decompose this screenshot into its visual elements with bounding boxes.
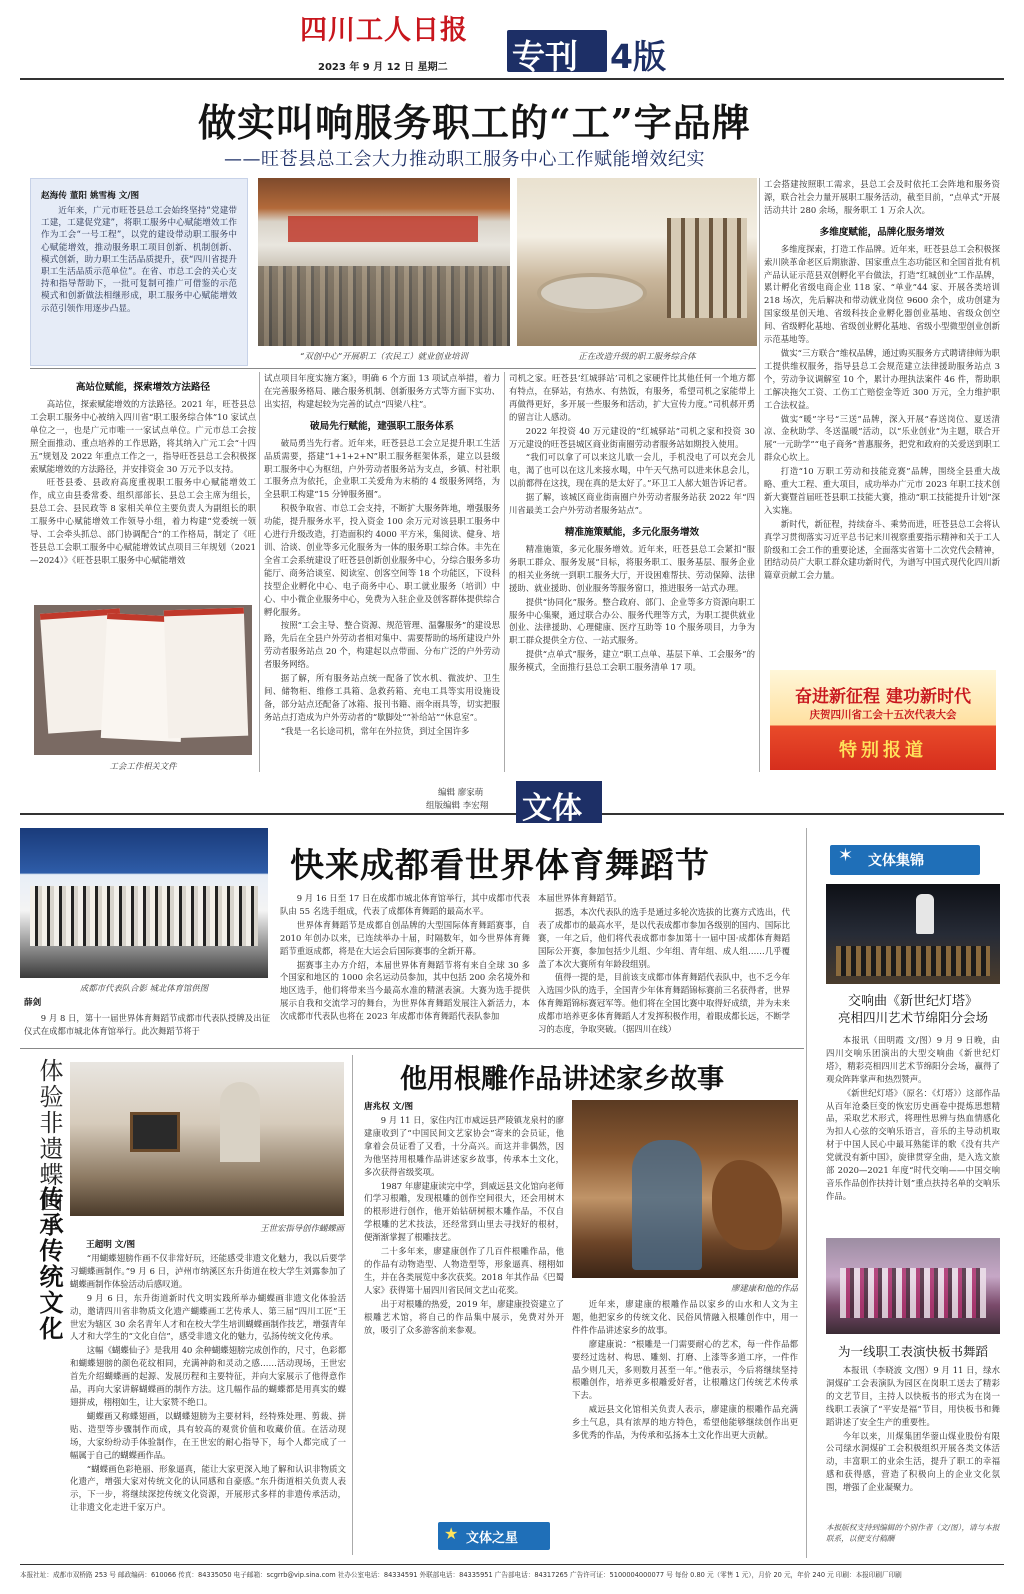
paragraph: 近年来，廖建康的根雕作品以家乡的山水和人文为主题，他把家乡的传统文化、民俗风情融入根雕创作中，用一件件作品讲述家乡的故事。 [572,1299,798,1335]
paragraph: 本报讯（李晓波 文/图）9 月 11 日，绿水洞煤矿工会表演队为园区在岗职工送去了精彩的文艺节目，主持人以快板书的形式为在岗一线职工表演了“平安是福”节目，用快板书和舞蹈讲述了安全生产的重要性。 [826,1365,1000,1427]
article-column [538,892,790,1042]
copyright-note: 本报版权支持到编辑的个别作者（文/图），请与本报联系，以便支付稿酬 [826,1523,1000,1543]
paragraph: 提供“点单式”服务，建立“职工点单、基层下单、工会服务”的服务模式，全面推行县总工会职工服务清单 17 项。 [509,649,755,673]
article-column [280,892,530,1042]
newspaper-logo: 四川工人日报 [300,15,468,46]
author-byline: 薛剑 [24,998,42,1008]
culture-section-label: 文体 [522,791,582,826]
photo-caption: 廖建康和他的作品 [731,1283,798,1293]
paragraph: 出于对根雕的热爱，2019 年，廖建康投资建立了根雕艺术馆，将自己的作品集中展示，免费对外开放，吸引了众多游客前来参观。 [364,1298,564,1335]
footer-rule [20,1564,1004,1565]
butterfly-painting-photo [70,1062,344,1216]
headline-line-2: 传承传统文化 [35,1186,63,1342]
paragraph: 9 月 11 日，家住内江市威远县严陵镇龙泉村的廖建康收到了“中国民间文艺家协会”寄来的会员证，他拿着会员证看了又看，十分高兴。而这并非偶然，因为他坚持用根雕作品讲述家乡故事，传承本土文化，多次获得省级奖项。 [364,1115,564,1177]
paragraph: 这幅《蝴蝶仙子》是我用 40 余种蝴蝶翅膀完成创作的，尺寸，色彩都和蝴蝶翅膀的颜色花纹相同，充满神韵和灵动之感……活动现场，王世宏首先介绍蝴蝶画的起源、发展历程和主要特征，并向大家展示了他得意作品，再向大家讲解蝴蝶画的制作方法。这几幅作品的蝴蝶都是用真实的蝶翅拼成，栩栩如生，让大家赞不绝口。 [70,1345,346,1407]
footer-info: 本报社址：成都市双桥路 253 号 邮政编码：610066 传真：84335050 电子邮箱：scgrrb@vip.sina.com 社办公室电话：84334591 外联部电话：84335951 广告部电话：84317265 广告许可证：5100004000077 号 每份 0.80 元（零售 1 元），月价 20 元，年价 240 元 印刷：本报印刷厂印刷 [20,1571,902,1579]
service-center-photo [517,178,757,346]
section-rule [20,813,1004,815]
article-headline: 为一线职工表演快板书舞蹈 [837,1344,988,1359]
author-byline: 唐兆权 文/图 [364,1102,414,1112]
paragraph: 高站位，探索赋能增效的方法路径。2021 年，旺苍县总工会职工服务中心被纳入四川省“职工服务综合体”10 家试点单位之一，也是广元市唯一一家试点单位。广元市总工会按照全面推动、重点培养的工作思路，将其纳入广元工会“十四五”规划及 2022 年重点工作之一，指导旺苍县总工会积极探索赋能增效的方法路径，并安排资金 30 万元予以支持。 [30,399,256,474]
paragraph: 做实“暖”字号“三送”品牌，深入开展“春送岗位、夏送清凉、金秋助学、冬送温暖”活动，以“乐业创业”为主题，联合开展“一元助学”“电子商务”普惠服务，把党和政府的关爱送到职工群众心坎上。 [764,413,1000,463]
masthead [0,0,1024,80]
root-carving-photo [572,1100,798,1278]
paragraph: 蝴蝶画又称蝶翅画，以蝴蝶翅膀为主要材料，经特殊处理、剪裁、拼贴、造型等步骤制作而成，具有较高的观赏价值和收藏价值。在活动现场，大家纷纷动手体验制作，在王世宏的耐心指导下，每个人都完成了一幅属于自己的蝴蝶画作品。 [70,1410,346,1460]
paragraph: 打造“10 万职工劳动和技能竞赛”品牌，围绕全县重大战略、重大工程、重大项目，成功举办广元市 2023 年职工技术创新大赛暨首届旺苍县职工技能大赛，推动“职工技能提升计划”深入实施。 [764,466,1000,515]
paragraph: 《新世纪灯塔》（原名：《灯塔》）这部作品从百年沧桑巨变的恢宏历史画卷中提炼思想精品，采取艺术形式，将理性思辨与热血情感化为扣人心弦的交响乐语言，音乐的主导动机取材于中国人民心中最耳熟能详的歌《没有共产党就没有新中国》，旋律贯穿全曲，是入选文旅部 2020—2021 年度“时代交响——中国交响音乐作品创作扶持计划”重点扶持名单的交响乐作品。 [826,1087,1000,1201]
paragraph: 2022 年投资 40 万元建设的“红城驿站”司机之家和投资 30 万元建设的旺苍县城区商业街南圈劳动者服务站如期投入使用。 [509,425,755,449]
article-headline: 他用根雕作品讲述家乡故事 [400,1064,724,1095]
paragraph: 旺苍县委、县政府高度重视职工服务中心赋能增效工作，成立由县委常委、组织部部长、县总工会主席为组长，县总工会、县民政等 8 家相关单位主要负责人为副组长的职工服务中心赋能增效工作领导小组，着力构建“党委统一领导、工会牵头抓总、部门协调配合”的工作格局，制定了《旺苍县总工会职工服务中心赋能增效试点项目三年规划（2021—2024）》《旺苍县职工服务中心赋能增效 [30,477,256,565]
paragraph: 世界体育舞蹈节是成都自创品牌的大型国际体育舞蹈赛事，自 2010 年创办以来，已连续举办十届，时隔数年，如今世界体育舞蹈节重返成都，将是在大运会后国际赛事的全新开幕。 [280,919,530,956]
paragraph: 司机之家。旺苍县‘红城驿站’司机之家硬件比其他任何一个地方都有特点，在驿站，有热水、有热饭，有服务，希望司机之家能带上再做得更好，多开展一些服务和活动，扩大宣传力度。”司机郝开勇的留言让人感动。 [509,373,755,422]
paragraph: 今年以来，川煤集团华蓥山煤业股份有限公司绿水洞煤矿工会积极组织开展各类文体活动，丰富职工的业余生活，提升了职工的幸福感和获得感，营造了积极向上的企业文化氛围，增强了企业凝聚力。 [826,1430,1000,1493]
paragraph: “我是一名长途司机，常年在外拉货，到过全国许多 [280,725,470,736]
article-headline: 快来成都看世界体育舞蹈节 [290,846,710,886]
column-divider [806,828,807,1558]
banner-label: 特别报道 [839,740,927,761]
paragraph: 积极争取省、市总工会支持，不断扩大服务阵地，增强服务功能，提升服务水平，投入资金 100 余万元对该县职工服务中心进行升级改造，打造面积约 4000 平方米，集阅读、健身、培训、洽谈、创业等多元化服务为一体的服务职工综合体。丰先在全省工会系统建设了旺苍县创新创业服务中心，分综合服务多功能厅、商务洽谈室、阅读室、创客空间等 18 个功能区，下设科技型企业孵化中心、电子商务中心、职工就业服务（培训）中心、中小微企业服务中心，免费为入驻企业及创客群体提供综合孵化服务。 [264,503,500,617]
paragraph: 据了解，该城区商业街南圈户外劳动者服务站获 2022 年“四川省最美工会户外劳动者服务站点”。 [509,492,755,516]
banner-subline: 庆贺四川省工会十五次代表大会 [809,709,957,721]
column-divider [259,372,260,772]
issue-date: 2023 年 9 月 12 日 星期二 [318,62,448,73]
article-headline: 交响曲《新世纪灯塔》 [847,994,978,1009]
article-column [826,1034,1000,1226]
star-icon: ★ [444,1524,459,1543]
section-heading: 高站位赋能，探索增效方法路径 [75,382,211,393]
paragraph: “用蝴蝶翅膀作画不仅非常好玩，还能感受非遗文化魅力，我以后要学习蝴蝶画制作。”9 月 6 日，泸州市纳溪区东升街道在校大学生刘露参加了蝴蝶画制作体验活动后感叹道。 [70,1253,346,1289]
column-divider [759,178,760,772]
paragraph: 多维度探索，打造工作品牌。近年来，旺苍县总工会积极探索川陕革命老区后期旅游、国家重点生态功能区和全国首批有机产品认证示范县双创孵化平台做法，打造“红城创业”工作品牌，累计孵化省级电商企业 118 家、“单业”44 家、开展各类培训 218 场次，先后解决和带动就业岗位 9600 余个，成功创建为国家级星创天地、省级科技企业孵化器创业基地、省级众创空间、省级孵化基地、省级创业孵化基地、省级小型微型创业创新示范基地等。 [764,243,1000,345]
article-column [826,1364,1000,1514]
culture-collection-label: 文体集锦 [868,853,924,869]
editor-credit: 编辑 廖家萌 [438,788,484,798]
article-column [264,372,500,772]
paragraph: “我们可以拿了可以来这儿歇一会儿，手机没电了可以充会儿电，渴了也可以在这儿来接水喝，中午天气热可以进来休息会儿，以前都得在这找，现在真的是太好了。”环卫工人郝大姐告诉记者。 [509,452,755,489]
divider [30,368,756,369]
article-column [572,1298,798,1538]
paragraph: 值得一提的是，目前该支成都市体育舞蹈代表队中，也不乏今年入选国少队的选手，全国青少年体育舞蹈锦标赛前三名获得者，世界体育舞蹈锦标赛冠军等。他们将在全国比赛中取得好成绩，并为未来成都市培养更多体育舞蹈人才发挥积极作用，着眼成都长远，不断学习的态度，争取突破。（据四川在线） [538,972,790,1035]
editor-credit: 组版编辑 李宏翔 [426,801,489,811]
paragraph: 试点项目年度实施方案》，明确 6 个方面 13 项试点举措，着力在完善服务格局、融合服务机制、创新服务方式等方面下实功、出实招，构建起较为完善的试点“四梁八柱”。 [264,373,500,409]
paragraph: 本届世界体育舞蹈节。 [538,893,622,903]
paragraph: 精准施策，多元化服务增效。近年来，旺苍县总工会紧扣“服务职工群众、服务发展”目标，将服务职工、服务基层、服务企业的相关业务统一到职工服务大厅，开设困难帮扶、劳动保障、法律援助、就业援助、创业服务等服务窗口，推进服务一站式办理。 [509,543,755,593]
author-byline: 王超明 文/图 [86,1240,136,1250]
headline-line-1: 体验非遗蝶画 [35,1058,63,1214]
article-column [70,1252,346,1558]
page-subtitle: ——旺苍县总工会大力推动职工服务中心工作赋能增效纪实 [224,149,705,170]
section-label: 专刊 [512,37,578,76]
page-title: 做实叫响服务职工的“工”字品牌 [198,100,751,145]
paragraph: 做实“三方联合”维权品牌，通过购买服务方式聘请律师为职工提供维权服务，指导县总工会规范建立法律援助服务站点 3 个，劳动争议调解室 10 个，累计办理执法案件 46 件，帮助职工解决拖欠工资、工伤工亡赔偿金等近 300 万元，全力维护职工合法权益。 [764,347,1000,410]
section-heading: 多维度赋能，品牌化服务增效 [819,226,945,238]
paragraph: 工会搭建按照职工需求，县总工会及时依托工会阵地和服务资源，联合社会力量开展职工服务活动，截至目前，“点单式”开展活动共计 280 余场，服务职工 1 万余人次。 [764,179,1000,215]
masthead-rule [20,78,1004,80]
paragraph: 廖建康说：“根雕是一门需要耐心的艺术，每一件作品都要经过选材、构思、雕刻、打磨、上漆等多道工序，一件作品少则几天，多则数月甚至一年。”他表示，今后将继续坚持根雕创作，培养更多根雕爱好者，让根雕这门传统艺术传承下去。 [572,1338,798,1401]
culture-star-label: 文体之星 [466,1531,519,1546]
paragraph: 1987 年廖建康读完中学，到威远县文化馆向老师们学习根雕，发现根雕的创作空间很大，还会用树木的根形进行创作，他开始钻研树根木雕作品，不仅自学根雕的艺术技法，还经常到山里去寻找好的根材，便渐渐掌握了根雕技艺。 [364,1180,564,1243]
photo-caption: 成都市代表队合影 城北体育馆供图 [79,983,209,993]
column-divider [504,372,505,772]
training-photo [258,178,510,346]
orchestra-photo [826,884,1000,984]
paragraph: 提供“协同化”服务。整合政府、部门、企业等多方资源向职工服务中心集聚，通过联合办公、服务代理等方式，为职工提供就业创业、法律援助、心理健康、医疗互助等 10 个服务项目，力争为职工群众提供全方位、一站式服务。 [509,596,755,646]
paragraph: 9 月 6 日，东升街道新时代文明实践所举办蝴蝶画非遗文化体验活动，邀请四川省非物质文化遗产蝴蝶画工艺传承人、第三届“四川工匠”王世宏为辖区 30 余名青年人才和在校大学生培训蝴蝶画制作技艺，增强青年人才和大学生的“文化自信”，感受非遗文化的魅力，弘扬传统文化传承。 [70,1292,346,1342]
paragraph: “蝴蝶画色彩艳丽、形象逼真，能让大家更深入地了解和认识非物质文化遗产，增强大家对传统文化的认同感和自豪感。”东升街道相关负责人表示，下一步，将继续深挖传统文化资源，开展形式多样的非遗传承活动，让非遗文化走进千家万户。 [70,1463,346,1513]
performance-photo [826,1238,1000,1334]
article-column [364,1114,564,1512]
article-subheadline: 亮相四川艺术节绵阳分会场 [837,1010,988,1025]
banner-headline: 奋进新征程 建功新时代 [795,687,971,707]
photo-caption: 工会工作相关文件 [109,761,177,771]
author-byline: 赵海传 董阳 姚雪梅 文/图 [41,191,140,201]
special-report-banner [770,670,996,770]
vertical-headline [26,1186,66,1366]
column-divider [352,1055,353,1555]
paragraph: 9 月 8 日，第十一届世界体育舞蹈节成都市代表队授牌及出征仪式在成都市城北体育馆举行。此次舞蹈节将于 [24,1013,270,1036]
article-column [509,372,755,772]
documents-photo [34,605,252,755]
photo-caption: 正在改造升级的职工服务综合体 [578,351,696,361]
dancer-icon: ✶ [838,845,854,866]
article-column [764,178,1000,666]
paragraph: 据赛事主办方介绍，本届世界体育舞蹈节将有来自全球 30 多个国家和地区的 1000 余名运动员参加，其中包括 200 余名境外和地区选手，他们将带来当今最高水准的精湛表演。大赛为选手提供展示自我和交流学习的舞台，为世界体育舞蹈发展注入新活力，本次成都市代表队也将在 2023 年成都市体育舞蹈代表队参加 [280,959,530,1022]
section-heading: 破局先行赋能，建强职工服务体系 [310,420,454,432]
paragraph: 破局勇当先行者。近年来，旺苍县总工会立足提升职工生活品质需要，搭建“1+1+2+N”职工服务框架体系，建立以县级职工服务中心为枢纽，户外劳动者服务站为支点，乡镇、村社职工服务点为依托，企业职工关爱角为末梢的 4 级服务网络，为全县职工构建“15 分钟服务圈”。 [264,437,500,500]
paragraph: 新时代，新征程，持续奋斗、乘势而进，旺苍县总工会将认真学习贯彻落实习近平总书记来川视察重要指示精神和关于工人阶级和工会工作的重要论述，全面落实省第十二次党代会精神，团结动员广大职工群众建功新时代，为谱写中国式现代化四川新篇章贡献工会力量。 [764,518,1000,581]
photo-caption: “双创中心”开展职工（农民工）就业创业培训 [300,351,468,361]
paragraph: 据了解，所有服务站点统一配备了饮水机、微波炉、卫生间、储物柜、维修工具箱、急救药箱、充电工具等实用设施设备，部分站点还配备了冰箱、报刊书籍、雨伞雨具等，切实把服务站点打造成为户外劳动者的“歇脚处”“补给站”“休息室”。 [264,673,500,722]
page-number: 4版 [610,37,666,76]
paragraph: 据悉，本次代表队的选手是通过多轮次选拔的比赛方式选出，代表了成都市的最高水平，是以代表成都市参加各级别的国内、国际比赛，一年之后，他们将代表成都市参加第十一届中国·成都体育舞蹈国际公开赛，参加包括少儿组、少年组、青年组、成人组……几乎覆盖了本次大赛所有年龄段组别。 [538,906,790,969]
paragraph: 9 月 16 日至 17 日在成都市城北体育馆举行，其中成都市代表队由 55 名选手组成，代表了成都体育舞蹈的最高水平。 [280,893,530,916]
paragraph: 威远县文化馆相关负责人表示，廖建康的根雕作品充满乡土气息，具有浓厚的地方特色，希望他能够继续创作出更多优秀的作品，为传承和弘扬本土文化作出更大贡献。 [572,1404,798,1441]
paragraph: 二十多年来，廖建康创作了几百件根雕作品，他的作品有动物造型、人物造型等，形象逼真、栩栩如生，并在各类展览中多次获奖。2018 年其作品《巴蜀人家》获得第十届四川省民间文艺山花奖。 [364,1246,564,1295]
paragraph: 本报讯（田明霞 文/图）9 月 9 日晚，由四川交响乐团演出的大型交响曲《新世纪灯塔》，精彩亮相四川艺术节绵阳分会场，赢得了观众阵阵掌声和热烈赞声。 [826,1035,1000,1084]
paragraph: 按照“工会主导、整合资源、规范管理、温馨服务”的建设思路，先后在全县户外劳动者相对集中、需要帮助的场所建设户外劳动者服务站点 20 个，构建起以点带面、分布广泛的户外劳动者服务网络。 [264,620,500,670]
divider [20,1048,804,1049]
photo-caption: 王世宏指导创作蝴蝶画 [260,1223,344,1233]
lead-paragraph: 近年来，广元市旺苍县总工会始终坚持“党建带工建，工建促党建”，将职工服务中心赋能增效工作作为工会“一号工程”，以党的建设带动职工服务中心赋能增效，推动服务职工项目创新、机制创新、模式创新，助力职工生活品质提升，获“四川省提升职工生活品质示范单位”。在省、市总工会的关心支持和指导帮助下，一批可复制可推广可借鉴的示范模式和创新做法相继形成，职工服务中心赋能增效示范引领作用逐步凸显。 [41,206,237,314]
dance-team-photo [20,828,268,978]
section-heading: 精准施策赋能，多元化服务增效 [564,526,700,538]
lead-box [30,178,248,366]
